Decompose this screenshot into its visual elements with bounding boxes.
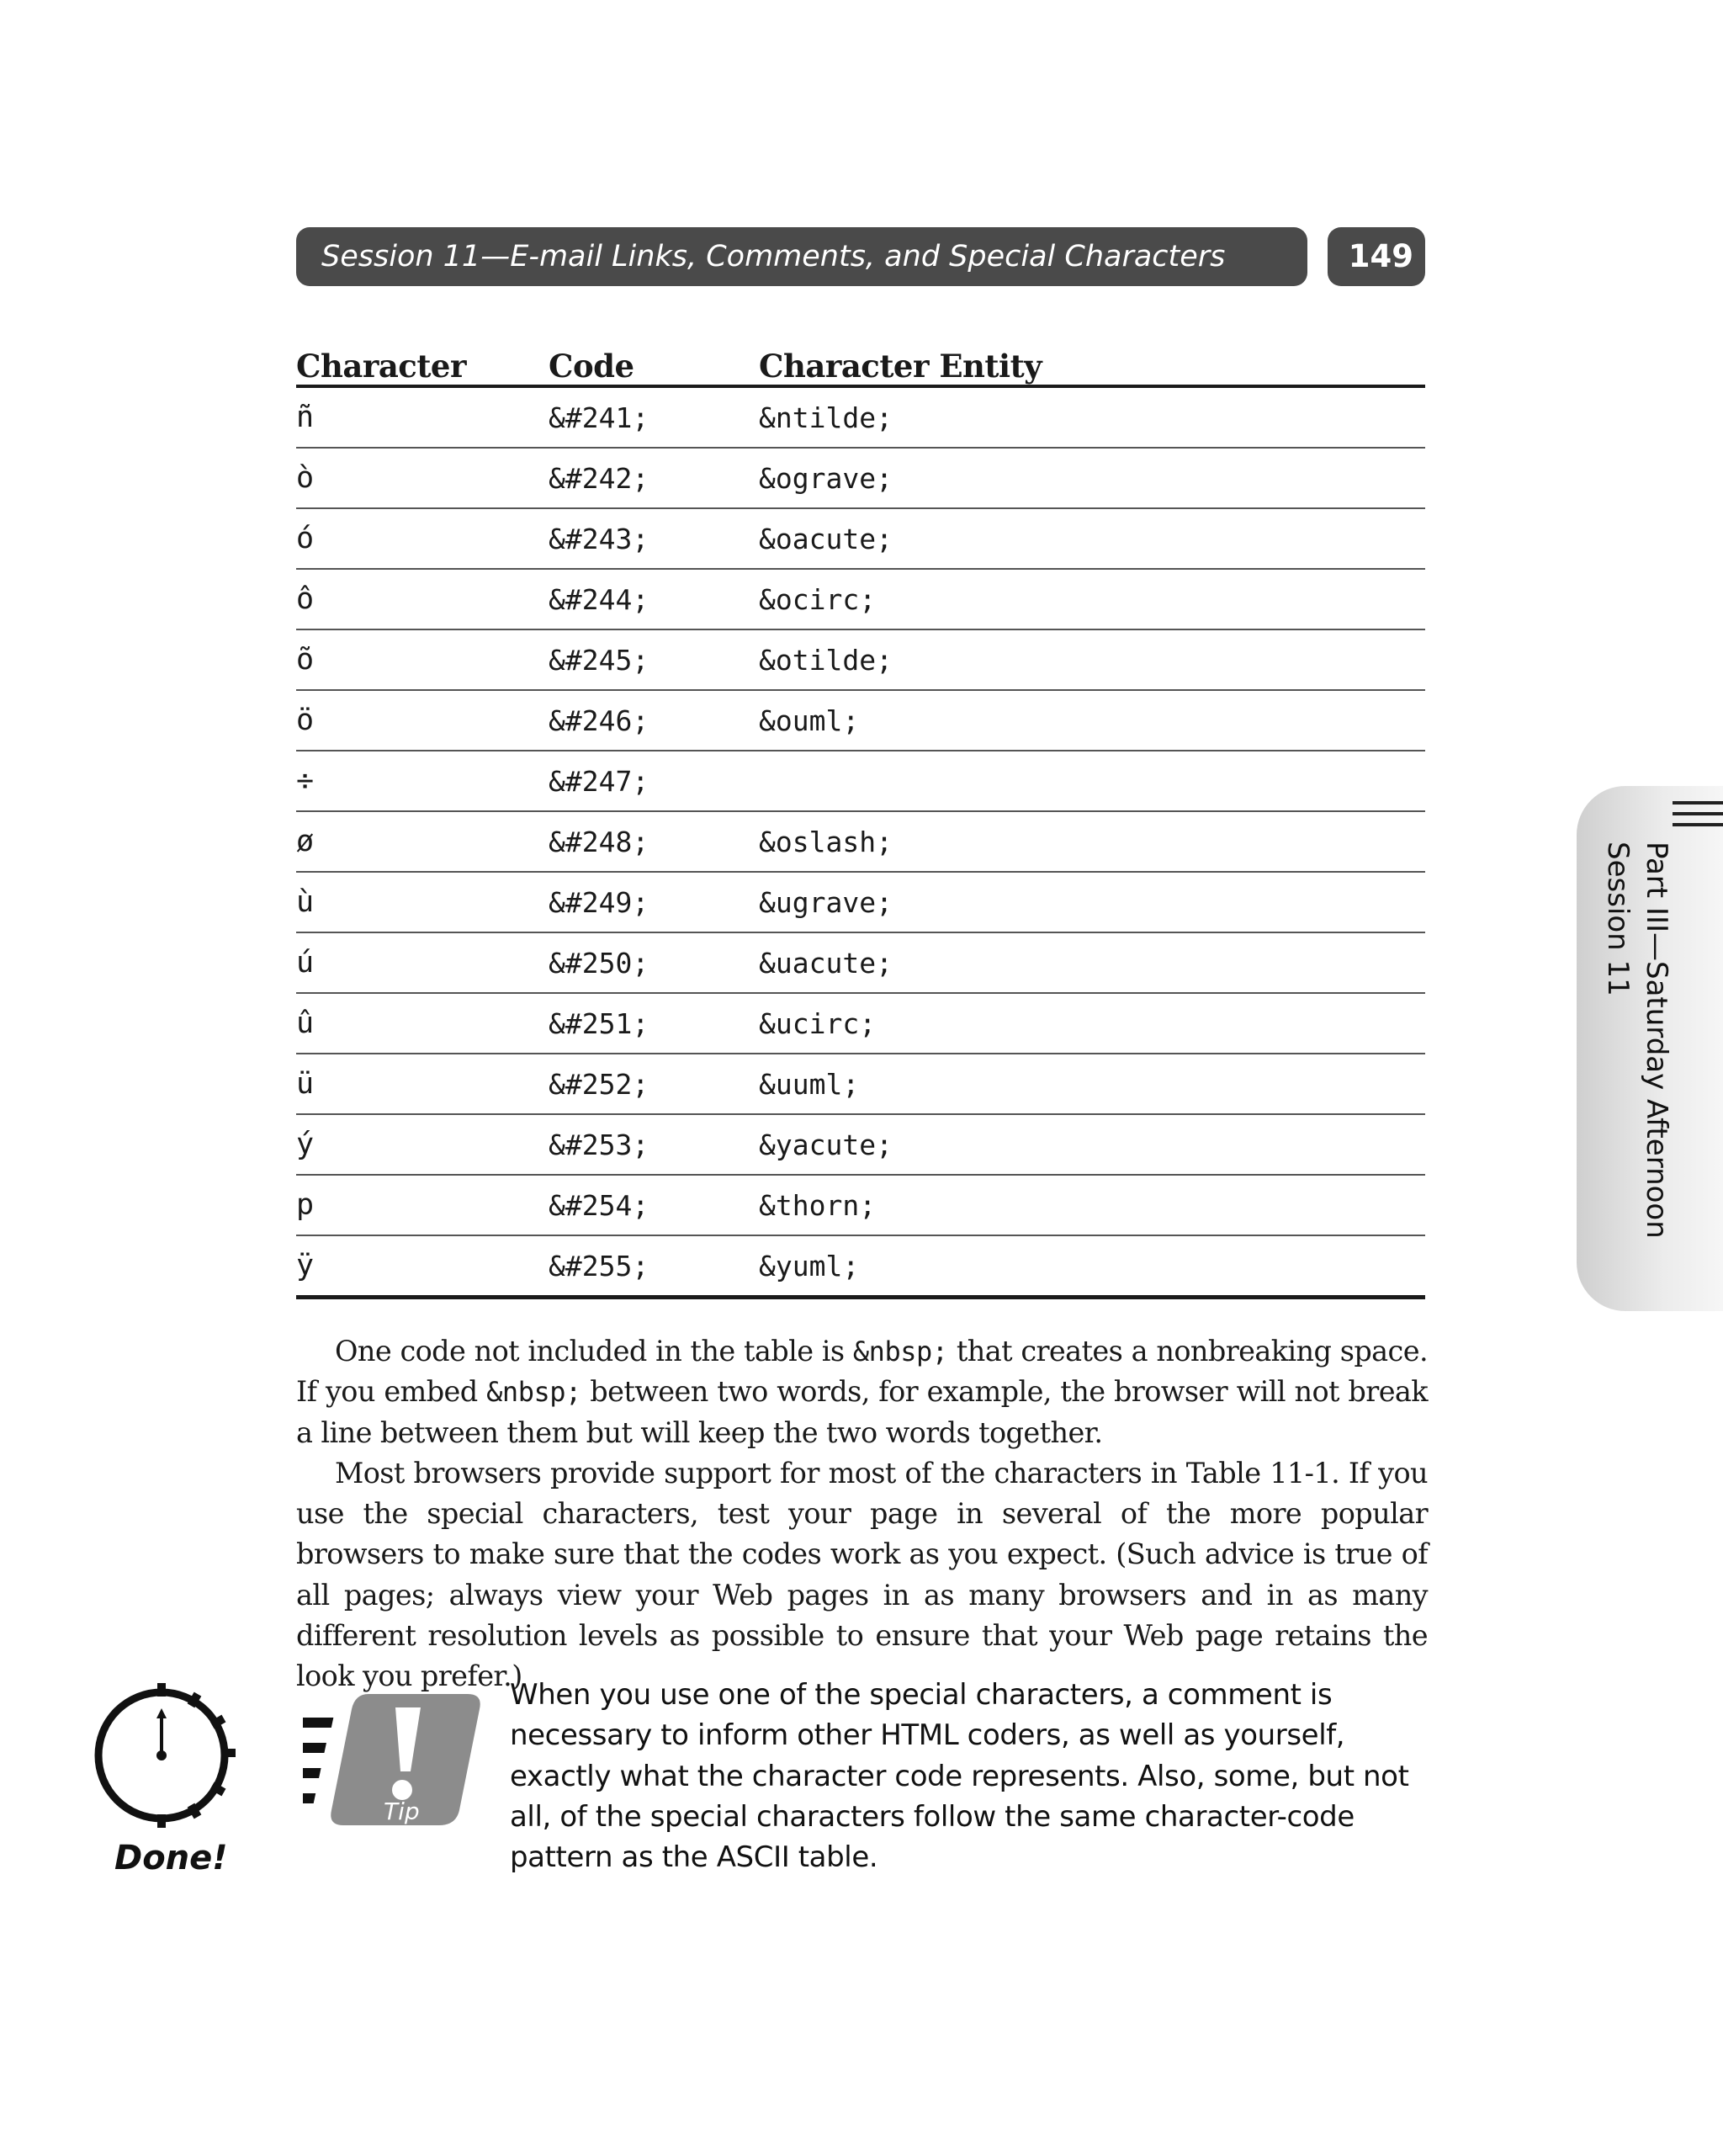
cell-character: p xyxy=(296,1175,549,1235)
cell-code: &#251; xyxy=(549,993,759,1054)
cell-character: ô xyxy=(296,569,549,629)
cell-character: ù xyxy=(296,872,549,932)
paragraph-text: One code not included in the table is xyxy=(335,1335,853,1367)
cell-character: ú xyxy=(296,932,549,993)
table-row xyxy=(296,811,1425,872)
cell-character: û xyxy=(296,993,549,1054)
table-row xyxy=(296,993,1425,1054)
paragraph-browsers: Most browsers provide support for most of the characters in Table 11-1. If you use the special characters, test your page in several of the more popular browsers to make sure that the codes work as you expect. (Such advice is true of all pages; always view your Web pages in as many browsers and in as many different resolution levels as possible to ensure that your Web page retains the look you prefer.) xyxy=(296,1456,1428,1693)
table-row xyxy=(296,872,1425,932)
page-number: 149 xyxy=(1328,227,1425,286)
cell-character: ö xyxy=(296,690,549,751)
done-label: Done! xyxy=(114,1839,228,1877)
cell-entity: &ouml; xyxy=(759,690,1425,751)
cell-code: &#241; xyxy=(549,386,759,448)
cell-code: &#246; xyxy=(549,690,759,751)
session-title: Session 11—E-mail Links, Comments, and Special Characters xyxy=(321,240,1226,273)
inline-code: &nbsp; xyxy=(486,1376,581,1409)
cell-code: &#248; xyxy=(549,811,759,872)
cell-entity: &uuml; xyxy=(759,1054,1425,1114)
side-tab-part: Part III—Saturday Afternoon xyxy=(1640,842,1673,1239)
paragraph-text: between two words, for example, the browser will not break a line between them but will keep the two words together. xyxy=(296,1375,1428,1449)
session-header xyxy=(296,227,1307,286)
cell-character: ò xyxy=(296,448,549,508)
cell-code: &#255; xyxy=(549,1235,759,1298)
cell-entity: &yacute; xyxy=(759,1114,1425,1175)
cell-character: ñ xyxy=(296,386,549,448)
cell-code: &#252; xyxy=(549,1054,759,1114)
table-row xyxy=(296,1175,1425,1235)
cell-character: ø xyxy=(296,811,549,872)
cell-character: ÷ xyxy=(296,751,549,811)
table-row xyxy=(296,932,1425,993)
cell-entity: &thorn; xyxy=(759,1175,1425,1235)
cell-entity: &uacute; xyxy=(759,932,1425,993)
table-row xyxy=(296,690,1425,751)
side-tab-lines xyxy=(1673,801,1723,834)
cell-entity: &otilde; xyxy=(759,629,1425,690)
table-row xyxy=(296,629,1425,690)
cell-code: &#243; xyxy=(549,508,759,569)
cell-code: &#242; xyxy=(549,448,759,508)
body-text xyxy=(296,1331,1428,1697)
cell-entity: &oslash; xyxy=(759,811,1425,872)
cell-code: &#247; xyxy=(549,751,759,811)
paragraph-text: that creates a nonbreaking space. If you embed xyxy=(296,1335,1428,1409)
cell-entity: &ntilde; xyxy=(759,386,1425,448)
cell-code: &#254; xyxy=(549,1175,759,1235)
cell-code: &#244; xyxy=(549,569,759,629)
cell-character: õ xyxy=(296,629,549,690)
cell-character: ü xyxy=(296,1054,549,1114)
tip-exclamation-icon xyxy=(303,1687,488,1835)
table-row xyxy=(296,569,1425,629)
table-row xyxy=(296,508,1425,569)
table-row xyxy=(296,1114,1425,1175)
cell-code: &#253; xyxy=(549,1114,759,1175)
table-row xyxy=(296,751,1425,811)
cell-code: &#250; xyxy=(549,932,759,993)
cell-entity: &ograve; xyxy=(759,448,1425,508)
tip-label: Tip xyxy=(384,1798,420,1825)
cell-entity: &ugrave; xyxy=(759,872,1425,932)
column-header-character: Character xyxy=(296,341,549,386)
column-header-entity: Character Entity xyxy=(759,341,1425,386)
tip-text: When you use one of the special characters, a comment is necessary to inform other HTML coders, as well as yourself, exactly what the character code represents. Also, some, but not all, of the special characters follow the same character-code pattern as the ASCII table. xyxy=(510,1678,1409,1875)
cell-entity: &oacute; xyxy=(759,508,1425,569)
paragraph-nbsp xyxy=(296,1331,1428,1453)
column-header-code: Code xyxy=(549,341,759,386)
cell-entity: &yuml; xyxy=(759,1235,1425,1298)
character-table xyxy=(296,341,1425,1299)
clock-icon xyxy=(91,1680,239,1835)
table-header-row xyxy=(296,341,1425,386)
cell-character: ý xyxy=(296,1114,549,1175)
side-tab-text xyxy=(1592,842,1676,1262)
cell-entity: &ocirc; xyxy=(759,569,1425,629)
side-tab-session: Session 11 xyxy=(1601,842,1635,996)
cell-code: &#249; xyxy=(549,872,759,932)
table-row xyxy=(296,1235,1425,1298)
cell-entity xyxy=(759,751,1425,811)
cell-entity: &ucirc; xyxy=(759,993,1425,1054)
cell-character: ÿ xyxy=(296,1235,549,1298)
table-row xyxy=(296,386,1425,448)
table-row xyxy=(296,448,1425,508)
cell-character: ó xyxy=(296,508,549,569)
inline-code: &nbsp; xyxy=(852,1336,948,1367)
cell-code: &#245; xyxy=(549,629,759,690)
table-row xyxy=(296,1054,1425,1114)
